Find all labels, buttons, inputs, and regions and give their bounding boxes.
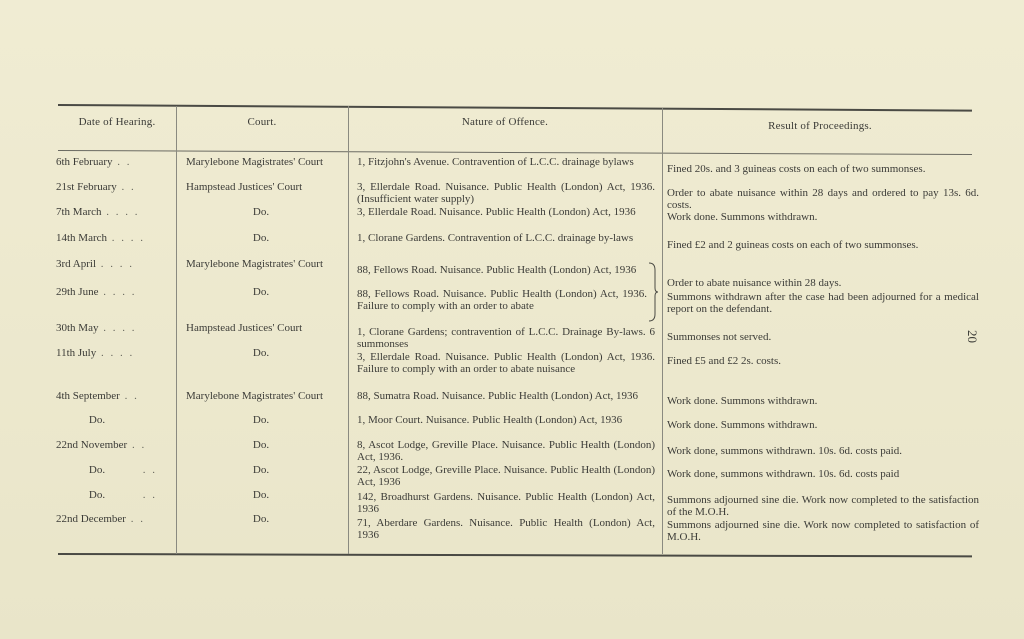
table-row-nature: 1, Clorane Gardens; contravention of L.C.C. Drainage By-laws. 6 summonses	[357, 326, 655, 350]
table-row-result: Work done. Summons withdrawn.	[667, 395, 818, 407]
table-row-date: Do. . .	[88, 464, 157, 476]
table-row-nature: 3, Ellerdale Road. Nuisance. Public Health (London) Act, 1936. Failure to comply with an order to abate nuisance	[357, 351, 655, 375]
table-row-result: Fined £5 and £2 2s. costs.	[667, 355, 781, 367]
column-divider	[662, 108, 663, 554]
table-row-nature: 88, Sumatra Road. Nuisance. Public Health (London) Act, 1936	[357, 390, 639, 402]
table-row-result: Summons adjourned sine die. Work now completed to satisfaction of M.O.H.	[667, 519, 979, 543]
table-row-nature: 1, Clorane Gardens. Contravention of L.C.C. drainage by-laws	[357, 232, 634, 244]
brace-icon	[648, 262, 658, 322]
table-row-result: Summons adjourned sine die. Work now completed to the satisfaction of the M.O.H.	[667, 494, 979, 518]
table-row-nature: 88, Fellows Road. Nuisance. Public Health (London) Act, 1936. Failure to comply with an order to abate	[357, 288, 647, 312]
table-row-court: Do.	[252, 464, 270, 476]
table-row-nature: 1, Fitzjohn's Avenue. Contravention of L.C.C. drainage bylaws	[357, 156, 634, 168]
table-row-court: Marylebone Magistrates' Court	[186, 156, 324, 168]
table-row-court: Marylebone Magistrates' Court	[186, 258, 324, 270]
table-row-court: Do.	[252, 232, 270, 244]
table-row-nature: 3, Ellerdale Road. Nuisance. Public Health (London) Act, 1936. (Insufficient water supply)	[357, 181, 655, 205]
column-divider	[348, 106, 349, 554]
table-row-court: Do.	[252, 439, 270, 451]
table-row-date: 22nd November . .	[56, 439, 147, 451]
table-row-result: Fined 20s. and 3 guineas costs on each of two summonses.	[667, 163, 926, 175]
header-bottom-rule	[58, 150, 972, 155]
table-row-court: Hampstead Justices' Court	[186, 181, 303, 193]
table-row-nature: 88, Fellows Road. Nuisance. Public Health (London) Act, 1936	[357, 264, 637, 276]
table-row-date: 4th September . .	[56, 390, 139, 402]
header-court: Court.	[247, 116, 277, 128]
header-result: Result of Proceedings.	[768, 120, 872, 132]
table-row-date: 3rd April . . . .	[56, 258, 135, 270]
table-row-nature: 8, Ascot Lodge, Greville Place. Nuisance. Public Health (London) Act, 1936.	[357, 439, 655, 463]
table-row-date: 22nd December . .	[56, 513, 145, 525]
table-row-court: Do.	[252, 286, 270, 298]
table-row-date: 14th March . . . .	[56, 232, 146, 244]
table-row-nature: 3, Ellerdale Road. Nuisance. Public Health (London) Act, 1936	[357, 206, 636, 218]
table-row-court: Marylebone Magistrates' Court	[186, 390, 324, 402]
table-bottom-rule	[58, 553, 972, 557]
table-row-date: 6th February . .	[56, 156, 132, 168]
table-row-result: Work done. Summons withdrawn.	[667, 211, 818, 223]
table-top-rule	[58, 104, 972, 112]
header-date: Date of Hearing.	[78, 116, 156, 128]
table-row-nature: 22, Ascot Lodge, Greville Place. Nuisance. Public Health (London) Act, 1936	[357, 464, 655, 488]
table-row-result: Work done, summons withdrawn. 10s. 6d. costs paid	[667, 468, 900, 480]
table-row-court: Hampstead Justices' Court	[186, 322, 303, 334]
table-row-court: Do.	[252, 414, 270, 426]
header-nature: Nature of Offence.	[461, 116, 549, 128]
table-row-date: 30th May . . . .	[56, 322, 137, 334]
table-row-court: Do.	[252, 489, 270, 501]
table-row-date: 7th March . . . .	[56, 206, 140, 218]
table-row-court: Do.	[252, 513, 270, 525]
table-row-date: 11th July . . . .	[56, 347, 135, 359]
table-row-result: Work done. Summons withdrawn.	[667, 419, 818, 431]
table-row-result: Order to abate nuisance within 28 days.	[667, 277, 842, 289]
table-row-nature: 142, Broadhurst Gardens. Nuisance. Public Health (London) Act, 1936	[357, 491, 655, 515]
table-row-result: Summonses not served.	[667, 331, 772, 343]
column-divider	[176, 106, 177, 554]
table-row-court: Do.	[252, 347, 270, 359]
table-row-nature: 1, Moor Court. Nuisance. Public Health (London) Act, 1936	[357, 414, 623, 426]
table-row-result: Fined £2 and 2 guineas costs on each of two summonses.	[667, 239, 919, 251]
table-row-result: Work done, summons withdrawn. 10s. 6d. costs paid.	[667, 445, 902, 457]
table-row-date: Do. . .	[88, 489, 157, 501]
table-row-date: Do.	[88, 414, 106, 426]
table-row-nature: 71, Aberdare Gardens. Nuisance. Public Health (London) Act, 1936	[357, 517, 655, 541]
table-row-result: Order to abate nuisance within 28 days and ordered to pay 13s. 6d. costs.	[667, 187, 979, 211]
table-row-result: Summons withdrawn after the case had been adjourned for a medical report on the defendant.	[667, 291, 979, 315]
table-row-date: 29th June . . . .	[56, 286, 137, 298]
page-number: 20	[965, 330, 980, 343]
table-row-date: 21st February . .	[56, 181, 136, 193]
table-row-court: Do.	[252, 206, 270, 218]
